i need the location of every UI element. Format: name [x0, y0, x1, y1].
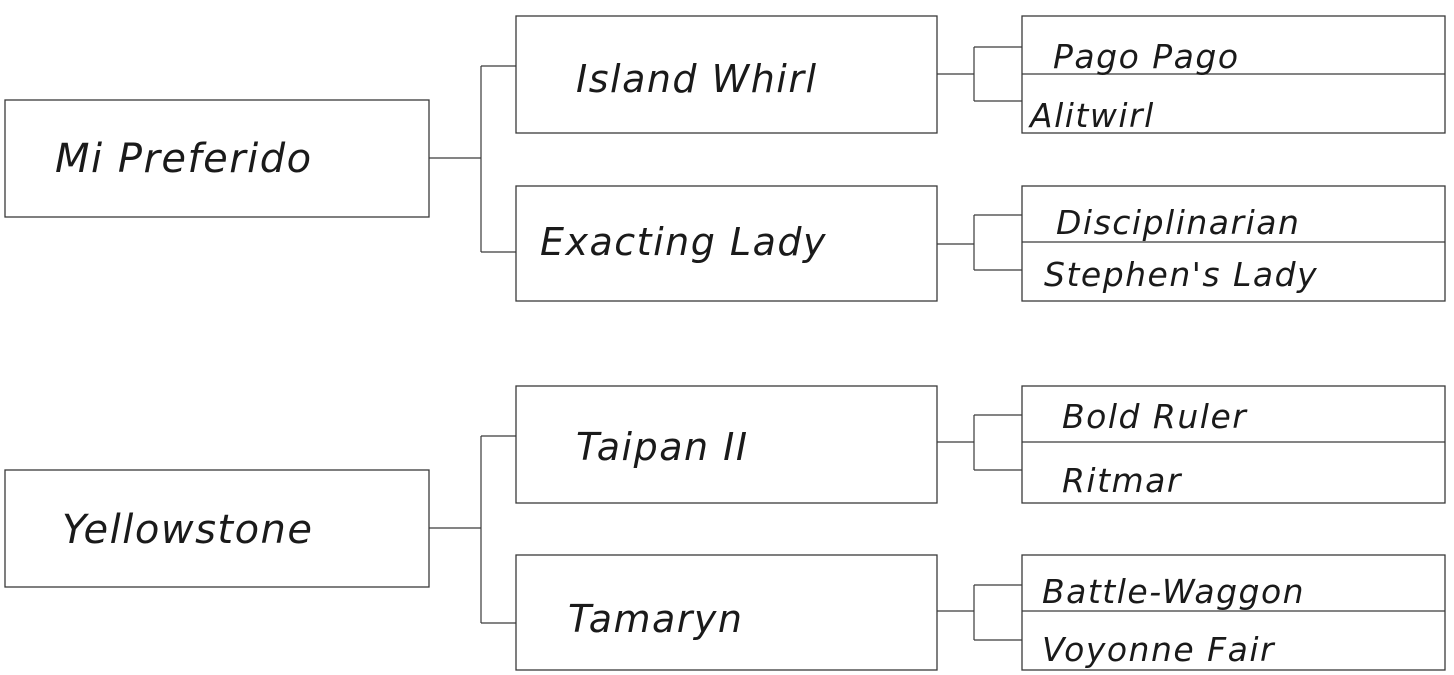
dam-name-2: Tamaryn [568, 597, 744, 641]
paternal-granddam-1: Alitwirl [1030, 96, 1155, 135]
dam-name-1: Exacting Lady [540, 220, 827, 264]
maternal-grandsire-1: Disciplinarian [1056, 203, 1301, 242]
connector-horse-1 [429, 66, 516, 252]
pedigree-1 [5, 16, 1445, 301]
horse-name-2: Yellowstone [62, 507, 314, 553]
maternal-grandsire-2: Battle-Waggon [1042, 572, 1306, 611]
maternal-granddam-1: Stephen's Lady [1044, 255, 1319, 294]
connector-sire-1 [937, 47, 1022, 101]
connector-sire-2 [937, 415, 1022, 470]
maternal-granddam-2: Voyonne Fair [1042, 630, 1276, 669]
paternal-grandsire-1: Pago Pago [1053, 37, 1240, 76]
pedigree-2 [5, 386, 1445, 670]
paternal-granddam-2: Ritmar [1062, 461, 1182, 500]
horse-name-1: Mi Preferido [55, 136, 313, 182]
sire-name-2: Taipan II [576, 425, 749, 469]
sire-name-1: Island Whirl [576, 57, 818, 101]
paternal-grandsire-2: Bold Ruler [1062, 397, 1248, 436]
connector-dam-1 [937, 215, 1022, 270]
connector-horse-2 [429, 436, 516, 623]
connector-dam-2 [937, 585, 1022, 640]
